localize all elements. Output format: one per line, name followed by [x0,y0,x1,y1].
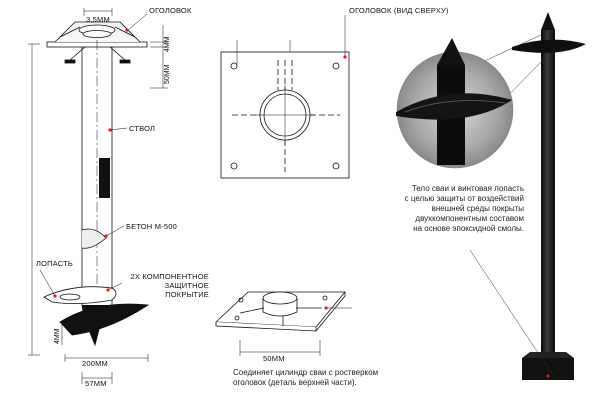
bottom-caption [233,368,378,388]
dim-head-plate: 4ММ [164,36,171,52]
bottom-caption-line-2: оголовок (деталь верхней части). [233,378,357,387]
right-description [374,184,524,234]
coating-line-2: ЗАЩИТНОЕ [164,281,209,290]
label-coating [113,272,209,299]
label-blade: ЛОПАСТЬ [36,259,74,268]
head-top-view [221,15,349,178]
label-head: ОГОЛОВОК [149,6,192,15]
dim-top-thickness: 3,5ММ [86,15,110,24]
top-view-title: ОГОЛОВОК (ВИД СВЕРХУ) [349,6,449,15]
coating-line-1: 2Х КОМПОНЕНТНОЕ [130,272,209,281]
label-barrel: СТВОЛ [129,124,156,133]
pile-side-view [28,8,168,384]
head-isometric-view [216,292,352,356]
description-line-1: Тело сваи и винтовая лопасть [411,184,524,193]
bottom-caption-line-1: Соединяет цилиндр сваи с ростверком [233,368,379,377]
description-line-4: двухкомпонентным составом [415,214,524,223]
description-line-5: на основе эпоксидной смолы. [413,224,524,233]
description-line-3: внешней среды покрыты [431,204,524,213]
dim-head-height: 50ММ [164,64,171,84]
dim-blade-width: 200ММ [82,359,109,368]
dim-blade-thickness: 4ММ [54,328,61,344]
callout-markers [53,28,128,297]
dim-pipe-diameter: 57ММ [85,379,107,388]
dim-sleeve: 50ММ [263,354,285,363]
label-concrete: БЕТОН М-500 [126,222,177,231]
coating-line-3: ПОКРЫТИЕ [165,290,209,299]
description-line-2: с целью защиты от воздействий [404,194,524,203]
zoom-detail-circle [396,38,513,168]
